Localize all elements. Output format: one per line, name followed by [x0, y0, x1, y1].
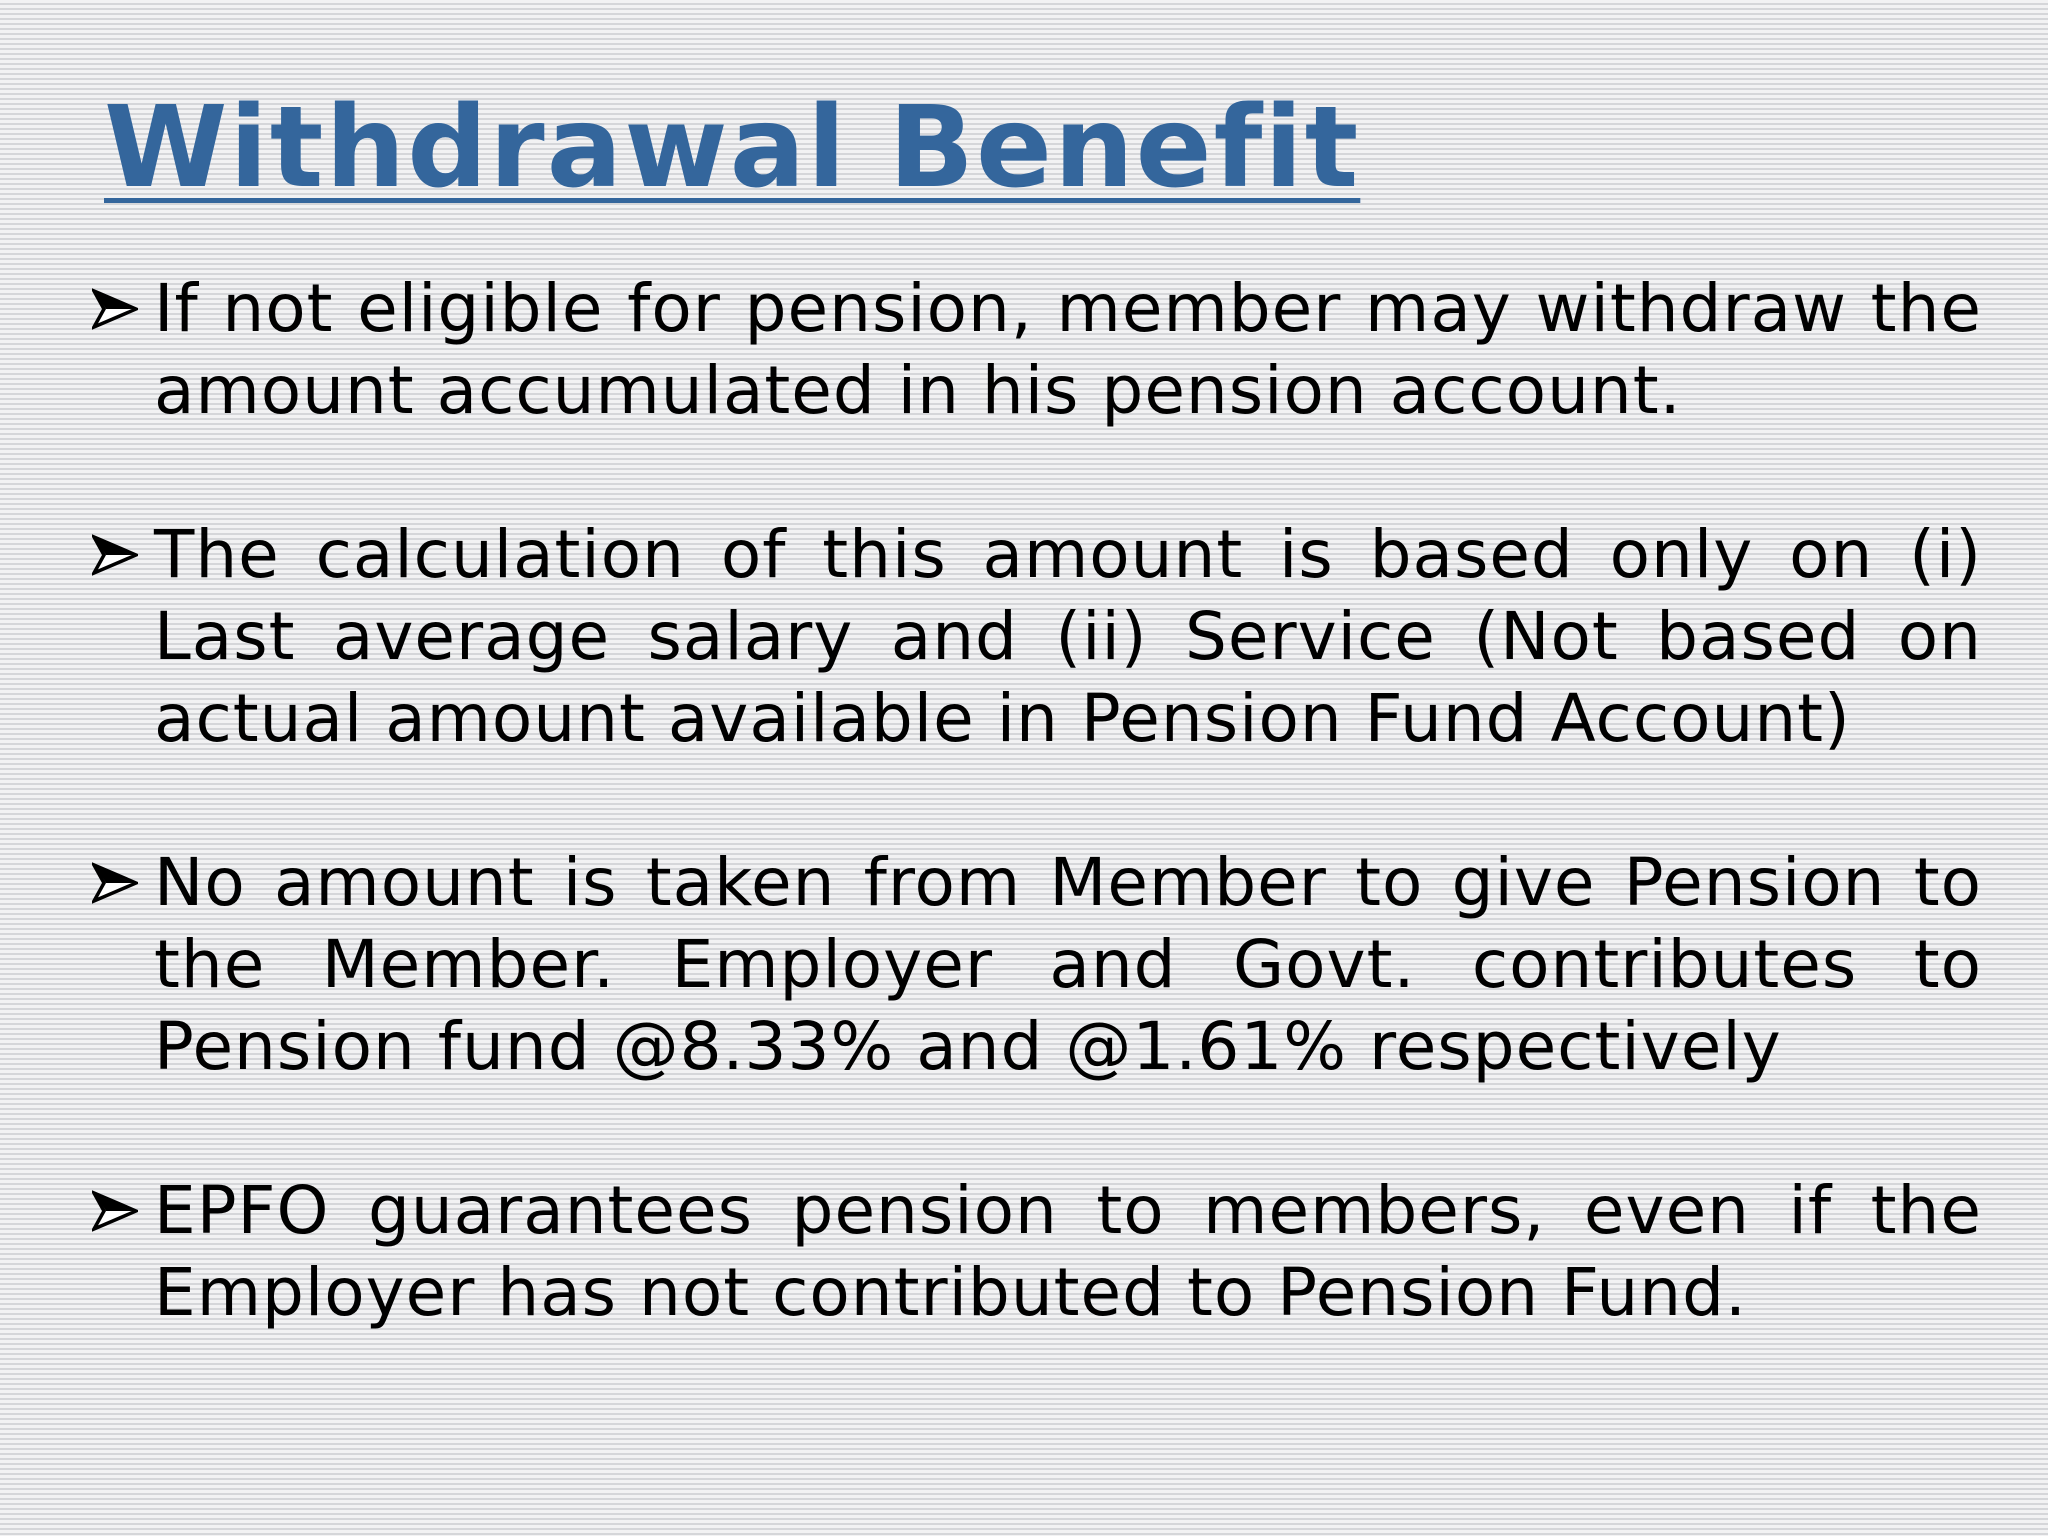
- arrowhead-bullet-icon: [92, 288, 138, 330]
- bullet-item: [92, 514, 1982, 760]
- bullet-text: If not eligible for pension, member may withdraw the amount accumulated in his pension account.: [154, 270, 1982, 429]
- bullet-text: EPFO guarantees pension to members, even if the Employer has not contributed to Pension Fund.: [154, 1172, 1982, 1331]
- slide-title: Withdrawal Benefit: [104, 83, 1361, 213]
- bullet-list: [92, 268, 1982, 1416]
- arrowhead-bullet-icon: [92, 534, 138, 576]
- bullet-text: No amount is taken from Member to give Pension to the Member. Employer and Govt. contributes to Pension fund @8.33% and @1.61% respectively: [154, 844, 1982, 1085]
- arrowhead-bullet-icon: [92, 1190, 138, 1232]
- bullet-item: [92, 1170, 1982, 1334]
- bullet-text: The calculation of this amount is based only on (i) Last average salary and (ii) Service (Not based on actual amount available in Pension Fund Account): [154, 516, 1982, 757]
- arrowhead-bullet-icon: [92, 862, 138, 904]
- bullet-item: [92, 268, 1982, 432]
- bullet-item: [92, 842, 1982, 1088]
